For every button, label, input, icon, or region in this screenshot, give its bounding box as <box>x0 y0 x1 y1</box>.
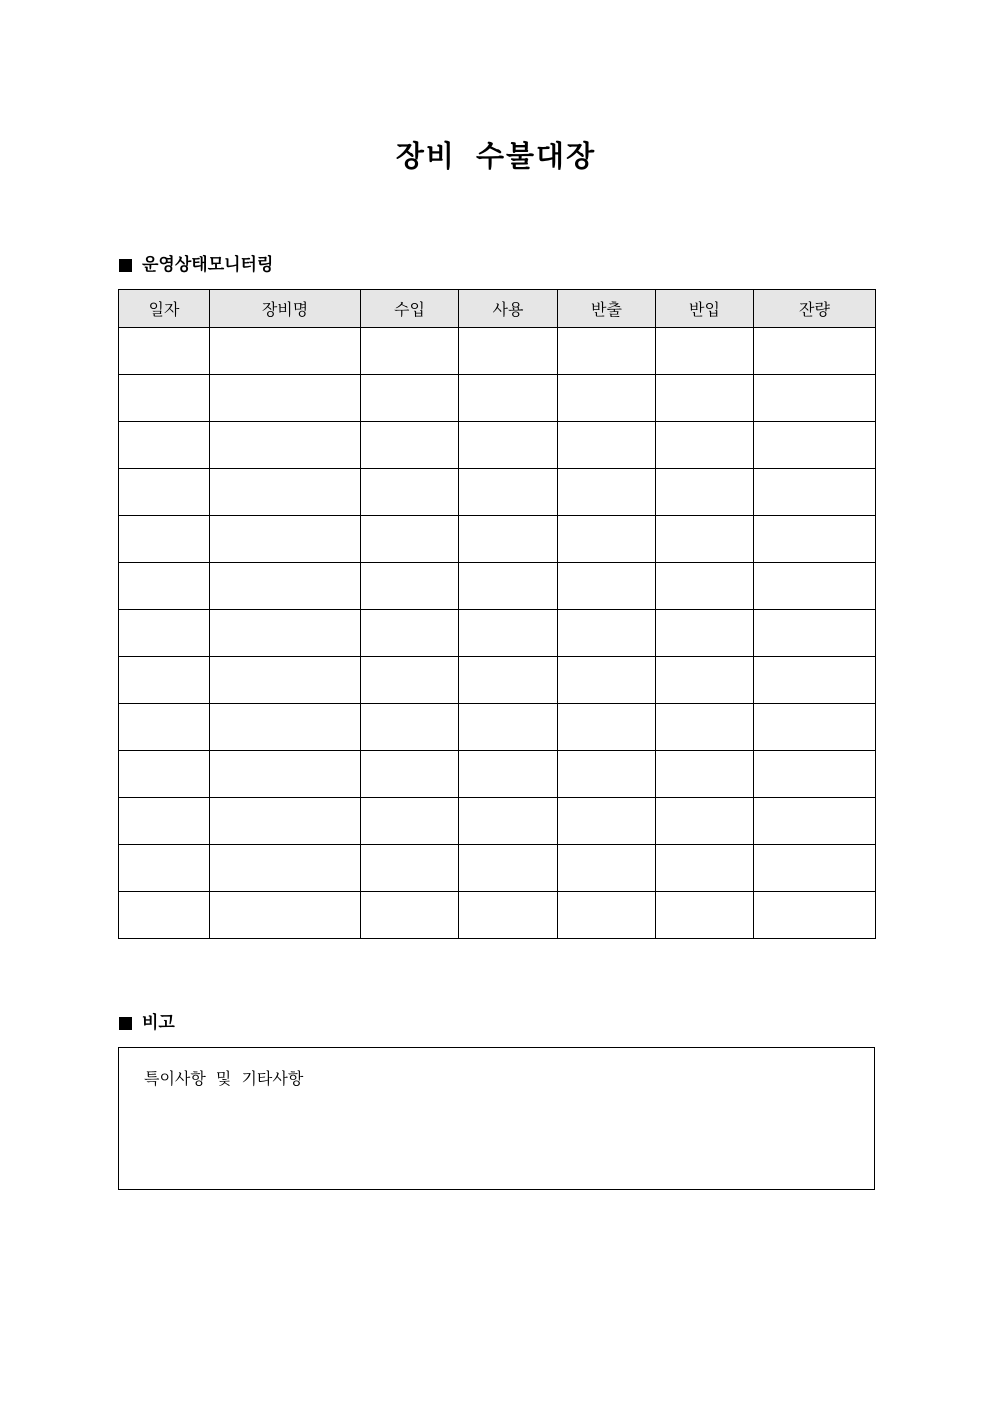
table-cell[interactable] <box>210 845 361 892</box>
table-cell[interactable] <box>558 798 656 845</box>
table-row <box>119 375 876 422</box>
table-cell[interactable] <box>119 610 210 657</box>
table-cell[interactable] <box>119 704 210 751</box>
table-cell[interactable] <box>361 610 459 657</box>
column-header-usage: 사용 <box>459 290 558 328</box>
table-row <box>119 469 876 516</box>
table-cell[interactable] <box>210 375 361 422</box>
table-cell[interactable] <box>361 845 459 892</box>
table-cell[interactable] <box>656 328 754 375</box>
page-title: 장비 수불대장 <box>395 139 597 173</box>
table-cell[interactable] <box>754 516 876 563</box>
table-cell[interactable] <box>361 657 459 704</box>
table-cell[interactable] <box>754 657 876 704</box>
table-cell[interactable] <box>210 469 361 516</box>
table-cell[interactable] <box>361 563 459 610</box>
table-cell[interactable] <box>361 704 459 751</box>
table-cell[interactable] <box>558 375 656 422</box>
column-header-in: 반입 <box>656 290 754 328</box>
table-cell[interactable] <box>210 892 361 939</box>
table-cell[interactable] <box>459 610 558 657</box>
table-cell[interactable] <box>459 469 558 516</box>
table-cell[interactable] <box>119 375 210 422</box>
table-cell[interactable] <box>754 751 876 798</box>
table-cell[interactable] <box>558 845 656 892</box>
table-cell[interactable] <box>119 657 210 704</box>
column-header-income: 수입 <box>361 290 459 328</box>
table-cell[interactable] <box>656 751 754 798</box>
table-cell[interactable] <box>754 892 876 939</box>
table-cell[interactable] <box>656 422 754 469</box>
table-cell[interactable] <box>558 328 656 375</box>
table-cell[interactable] <box>656 892 754 939</box>
table-cell[interactable] <box>459 798 558 845</box>
table-row <box>119 328 876 375</box>
equipment-ledger-table <box>118 289 876 939</box>
remarks-text: 특이사항 및 기타사항 <box>144 1069 304 1088</box>
table-cell[interactable] <box>459 516 558 563</box>
column-header-remaining: 잔량 <box>754 290 876 328</box>
table-cell[interactable] <box>119 751 210 798</box>
table-cell[interactable] <box>459 328 558 375</box>
table-row <box>119 751 876 798</box>
table-cell[interactable] <box>558 704 656 751</box>
table-cell[interactable] <box>558 657 656 704</box>
table-header-row <box>119 290 876 328</box>
table-cell[interactable] <box>459 375 558 422</box>
table-cell[interactable] <box>656 469 754 516</box>
table-cell[interactable] <box>754 469 876 516</box>
table-cell[interactable] <box>210 563 361 610</box>
table-cell[interactable] <box>361 892 459 939</box>
table-cell[interactable] <box>459 422 558 469</box>
table-cell[interactable] <box>459 657 558 704</box>
table-cell[interactable] <box>119 892 210 939</box>
table-cell[interactable] <box>754 422 876 469</box>
table-row <box>119 657 876 704</box>
table-cell[interactable] <box>558 563 656 610</box>
table-cell[interactable] <box>558 610 656 657</box>
table-cell[interactable] <box>361 422 459 469</box>
table-cell[interactable] <box>210 751 361 798</box>
table-cell[interactable] <box>558 516 656 563</box>
table-cell[interactable] <box>210 516 361 563</box>
table-cell[interactable] <box>459 751 558 798</box>
table-cell[interactable] <box>754 845 876 892</box>
table-cell[interactable] <box>361 751 459 798</box>
table-row <box>119 892 876 939</box>
square-bullet-icon <box>119 259 132 272</box>
table-row <box>119 610 876 657</box>
table-cell[interactable] <box>119 516 210 563</box>
table-row <box>119 516 876 563</box>
table-cell[interactable] <box>210 657 361 704</box>
section-heading-label: 비고 <box>142 1013 175 1033</box>
table-cell[interactable] <box>210 798 361 845</box>
table-cell[interactable] <box>119 845 210 892</box>
table-cell[interactable] <box>119 469 210 516</box>
table-cell[interactable] <box>656 704 754 751</box>
table-cell[interactable] <box>361 469 459 516</box>
table-cell[interactable] <box>558 469 656 516</box>
table-cell[interactable] <box>754 610 876 657</box>
table-cell[interactable] <box>754 563 876 610</box>
table-cell[interactable] <box>656 563 754 610</box>
table-cell[interactable] <box>119 798 210 845</box>
table-cell[interactable] <box>656 657 754 704</box>
table-cell[interactable] <box>754 798 876 845</box>
table-cell[interactable] <box>754 375 876 422</box>
table-cell[interactable] <box>754 704 876 751</box>
table-cell[interactable] <box>210 422 361 469</box>
table-cell[interactable] <box>210 328 361 375</box>
remarks-box[interactable] <box>118 1047 875 1190</box>
table-cell[interactable] <box>656 610 754 657</box>
table-cell[interactable] <box>459 704 558 751</box>
table-cell[interactable] <box>459 563 558 610</box>
square-bullet-icon <box>119 1017 132 1030</box>
table-cell[interactable] <box>558 892 656 939</box>
section-heading-label: 운영상태모니터링 <box>142 255 274 275</box>
table-cell[interactable] <box>119 422 210 469</box>
table-cell[interactable] <box>361 328 459 375</box>
table-row <box>119 422 876 469</box>
table-cell[interactable] <box>459 845 558 892</box>
table-row <box>119 563 876 610</box>
table-cell[interactable] <box>210 704 361 751</box>
table-row <box>119 704 876 751</box>
section-heading-monitoring <box>119 253 273 277</box>
column-header-out: 반출 <box>558 290 656 328</box>
table-cell[interactable] <box>656 516 754 563</box>
column-header-equipment-name: 장비명 <box>210 290 361 328</box>
table-cell[interactable] <box>361 798 459 845</box>
table-cell[interactable] <box>656 375 754 422</box>
section-heading-remarks <box>119 1011 175 1035</box>
table-cell[interactable] <box>558 751 656 798</box>
table-cell[interactable] <box>361 516 459 563</box>
table-cell[interactable] <box>656 845 754 892</box>
table-row <box>119 798 876 845</box>
table-cell[interactable] <box>119 328 210 375</box>
table-cell[interactable] <box>558 422 656 469</box>
table-cell[interactable] <box>754 328 876 375</box>
column-header-date: 일자 <box>119 290 210 328</box>
table-cell[interactable] <box>459 892 558 939</box>
table-cell[interactable] <box>656 798 754 845</box>
table-row <box>119 845 876 892</box>
table-cell[interactable] <box>210 610 361 657</box>
table-cell[interactable] <box>361 375 459 422</box>
table-cell[interactable] <box>119 563 210 610</box>
